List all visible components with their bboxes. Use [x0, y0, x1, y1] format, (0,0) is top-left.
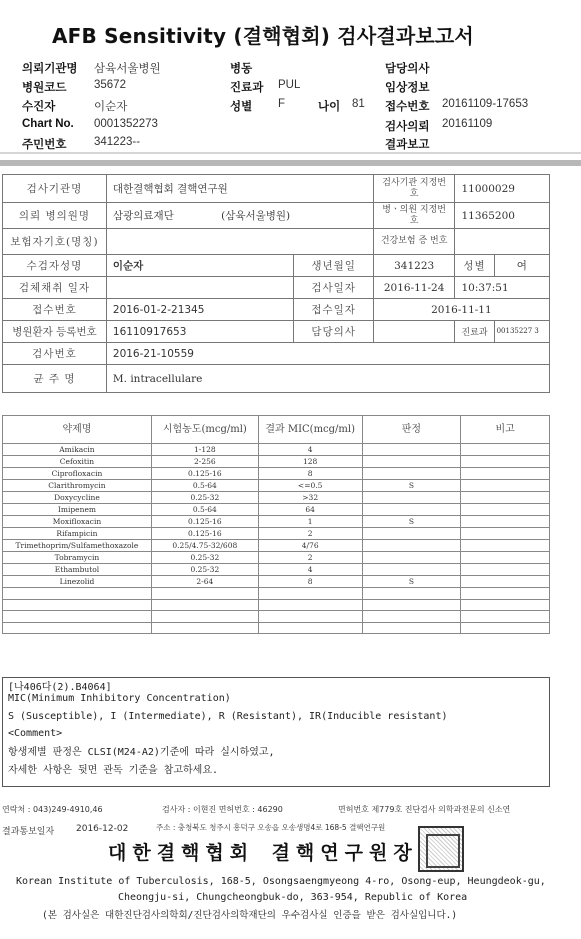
test-date-label: 검사일자 — [294, 277, 373, 299]
table-cell: Ethambutol — [3, 564, 152, 576]
receipt-date-value: 2016-11-11 — [373, 299, 549, 321]
table-row — [3, 468, 550, 480]
insured-value — [106, 229, 373, 255]
table-row — [3, 540, 550, 552]
request-label: 검사의뢰 — [385, 121, 430, 133]
table-cell: 2-256 — [151, 456, 258, 468]
receipt-no-label-cell: 접수번호 — [3, 299, 107, 321]
hospital-code-value: 35672 — [94, 79, 126, 91]
table-cell: Amikacin — [3, 444, 152, 456]
test-time-value: 10:37:51 — [455, 277, 550, 299]
chart-no-label: Chart No. — [22, 118, 74, 130]
table-row — [3, 611, 550, 623]
table-cell: 0.125-16 — [151, 516, 258, 528]
table-cell — [151, 611, 258, 623]
clinical-info-label: 임상정보 — [385, 82, 430, 94]
table-cell: 2-64 — [151, 576, 258, 588]
patient-info-table — [2, 174, 550, 393]
table-cell — [461, 552, 550, 564]
table-cell — [362, 492, 461, 504]
official-seal — [418, 826, 464, 872]
table-cell — [362, 564, 461, 576]
table-cell: 0.25/4.75-32/608 — [151, 540, 258, 552]
institute-name-ko: 대한결핵협회 결핵연구원장 — [108, 842, 418, 864]
table-row — [3, 622, 550, 634]
footer-contact: 연락처 : 043)249-4910,46 — [2, 805, 103, 814]
table-cell — [461, 611, 550, 623]
table-cell: 4/76 — [258, 540, 362, 552]
table-cell — [362, 528, 461, 540]
patient-name-label: 수검자성명 — [3, 255, 107, 277]
table-cell — [362, 468, 461, 480]
table-cell — [3, 611, 152, 623]
sex-value-cell: 여 — [494, 255, 549, 277]
table-cell: Linezolid — [3, 576, 152, 588]
institution-label: 의뢰기관명 — [22, 63, 78, 75]
sample-date-value — [106, 277, 294, 299]
table-cell: Doxycycline — [3, 492, 152, 504]
table-cell — [461, 504, 550, 516]
collector-value: 이순자 — [94, 101, 128, 113]
comment-code: [나406다(2).B4064] — [8, 682, 112, 693]
table-cell: <=0.5 — [258, 480, 362, 492]
table-cell: Ciprofloxacin — [3, 468, 152, 480]
table-cell — [362, 540, 461, 552]
address-en-line2: Cheongju-si, Chungcheongbuk-do, 363-954, Republic of Korea — [118, 892, 468, 903]
table-row — [3, 516, 550, 528]
table-cell — [461, 492, 550, 504]
table-cell — [461, 540, 550, 552]
table-row — [3, 599, 550, 611]
table-cell — [362, 599, 461, 611]
table-cell — [258, 611, 362, 623]
hosp-id-label: 병ㆍ의원 지정번호 — [373, 203, 455, 229]
address-en-line1: Korean Institute of Tuberculosis, 168-5, Osongsaengmyeong 4-ro, Osong-eup, Heungdeok-gu, — [16, 876, 546, 887]
table-cell: >32 — [258, 492, 362, 504]
footer-address-ko: 주소 : 충청북도 청주시 흥덕구 오송읍 오송생명4로 168-5 결핵연구원 — [156, 823, 386, 832]
institution-value: 삼육서울병원 — [94, 63, 161, 75]
dept-value: PUL — [278, 79, 301, 91]
table-cell — [461, 444, 550, 456]
table-row — [3, 480, 550, 492]
header-cell: 결과 MIC(mcg/ml) — [258, 416, 362, 444]
table-cell: 0.125-16 — [151, 528, 258, 540]
patient-reg-value: 16110917653 — [106, 321, 294, 343]
test-no-value: 2016-21-10559 — [106, 343, 549, 365]
table-cell — [151, 588, 258, 600]
header-divider-light — [0, 152, 581, 154]
request-org-cell — [106, 203, 373, 229]
comment-heading: <Comment> — [8, 728, 63, 739]
rrn-label: 주민번호 — [22, 139, 67, 151]
table-cell: Trimethoprim/Sulfamethoxazole — [3, 540, 152, 552]
table-cell — [3, 588, 152, 600]
report-label: 결과보고 — [385, 139, 430, 151]
drug-table-body — [3, 416, 550, 634]
table-cell — [461, 599, 550, 611]
table-cell: 4 — [258, 444, 362, 456]
species-value: M. intracellulare — [106, 365, 549, 393]
test-date-value: 2016-11-24 — [373, 277, 455, 299]
age-label: 나이 — [318, 101, 341, 113]
table-cell: Rifampicin — [3, 528, 152, 540]
receipt-date-label: 접수일자 — [294, 299, 373, 321]
table-cell: 0.25-32 — [151, 552, 258, 564]
request-value: 20161109 — [442, 118, 493, 130]
footer-license: 면허번호 제779호 진단검사 의학과전문의 신소연 — [338, 805, 511, 814]
request-org-value: 삼광의료재단 — [112, 210, 174, 222]
receipt-no-value-cell: 2016-01-2-21345 — [106, 299, 294, 321]
report-date-label: 결과통보일자 — [2, 827, 55, 837]
doctor-label: 담당의사 — [385, 63, 430, 75]
table-cell — [3, 599, 152, 611]
age-value: 81 — [352, 98, 365, 110]
table-cell: Tobramycin — [3, 552, 152, 564]
table-cell: Cefoxitin — [3, 456, 152, 468]
table-cell: 64 — [258, 504, 362, 516]
table-cell — [362, 552, 461, 564]
sex-label: 성별 — [230, 101, 253, 113]
table-row — [3, 552, 550, 564]
table-cell — [362, 444, 461, 456]
header-divider — [0, 160, 581, 166]
table-cell — [362, 456, 461, 468]
patient-reg-label: 병원환자 등록번호 — [3, 321, 107, 343]
table-cell: 0.5-64 — [151, 480, 258, 492]
collector-label: 수진자 — [22, 101, 56, 113]
receipt-no-value: 20161109-17653 — [442, 98, 529, 110]
table-row — [3, 564, 550, 576]
table-cell — [258, 599, 362, 611]
table-cell: Moxifloxacin — [3, 516, 152, 528]
lab-name-label: 검사기관명 — [3, 175, 107, 203]
table-cell — [362, 611, 461, 623]
report-date-value: 2016-12-02 — [76, 824, 129, 834]
table-cell: 1-128 — [151, 444, 258, 456]
table-row — [3, 528, 550, 540]
table-cell — [461, 528, 550, 540]
header-cell: 시험농도(mcg/ml) — [151, 416, 258, 444]
health-id-value — [455, 229, 550, 255]
table-cell — [461, 480, 550, 492]
table-cell — [362, 504, 461, 516]
receipt-no-label: 접수번호 — [385, 101, 430, 113]
table-cell — [3, 622, 152, 634]
table-cell: 8 — [258, 576, 362, 588]
table-cell: Clarithromycin — [3, 480, 152, 492]
comment-mic-def: MIC(Minimum Inhibitory Concentration) — [8, 693, 231, 704]
comment-text-2: 자세한 사항은 뒷면 관독 기준을 참고하세요. — [8, 765, 219, 776]
table-cell: Imipenem — [3, 504, 152, 516]
lab-name-value: 대한결핵협회 결핵연구원 — [106, 175, 373, 203]
physician-value — [373, 321, 455, 343]
lab-id-label: 검사기관 지정번호 — [373, 175, 455, 203]
chart-no-value: 0001352273 — [94, 118, 158, 130]
table-row — [3, 504, 550, 516]
table-cell — [461, 516, 550, 528]
drug-table-header — [3, 416, 550, 444]
species-label: 균 주 명 — [3, 365, 107, 393]
table-cell — [461, 564, 550, 576]
table-cell — [461, 456, 550, 468]
footer-examiner: 검사자 : 이현진 면허번호 : 46290 — [162, 805, 283, 814]
comment-text-1: 항생제별 판정은 CLSI(M24-A2)기준에 따라 실시하였고, — [8, 747, 275, 758]
dept-label: 진료과 — [230, 82, 264, 94]
table-cell — [151, 599, 258, 611]
request-org-sub: (삼육서울병원) — [221, 210, 291, 222]
table-row — [3, 588, 550, 600]
table-cell: 128 — [258, 456, 362, 468]
table-cell — [151, 622, 258, 634]
physician-label: 담당의사 — [294, 321, 373, 343]
ward-label: 병동 — [230, 63, 253, 75]
table-cell: 0.25-32 — [151, 492, 258, 504]
rrn-value: 341223-- — [94, 136, 141, 148]
insured-label: 보험자기호(명칭) — [3, 229, 107, 255]
dept-label-cell: 진료과 — [455, 321, 494, 343]
table-row — [3, 456, 550, 468]
lab-id-value: 11000029 — [455, 175, 550, 203]
table-cell: 0.5-64 — [151, 504, 258, 516]
table-cell: 8 — [258, 468, 362, 480]
table-cell — [461, 576, 550, 588]
table-cell: 0.25-32 — [151, 564, 258, 576]
table-row — [3, 576, 550, 588]
table-cell: 2 — [258, 552, 362, 564]
comment-legend: S (Susceptible), I (Intermediate), R (Resistant), IR(Inducible resistant) — [8, 711, 448, 722]
table-cell: S — [362, 516, 461, 528]
comment-box — [2, 677, 550, 787]
table-cell — [258, 622, 362, 634]
table-cell: S — [362, 480, 461, 492]
header-cell: 판정 — [362, 416, 461, 444]
table-cell — [362, 588, 461, 600]
table-cell — [461, 468, 550, 480]
dept-value-cell: 00135227 3 — [494, 321, 549, 343]
table-row — [3, 444, 550, 456]
table-cell: S — [362, 576, 461, 588]
hosp-id-value: 11365200 — [455, 203, 550, 229]
table-cell: 2 — [258, 528, 362, 540]
table-cell — [258, 588, 362, 600]
table-cell — [362, 622, 461, 634]
table-cell: 0.125-16 — [151, 468, 258, 480]
sex-value: F — [278, 98, 286, 110]
dob-label: 생년월일 — [294, 255, 373, 277]
patient-name-value: 이순자 — [106, 255, 294, 277]
hospital-code-label: 병원코드 — [22, 82, 67, 94]
table-cell — [461, 588, 550, 600]
table-row — [3, 492, 550, 504]
header-cell: 약제명 — [3, 416, 152, 444]
drug-sensitivity-table — [2, 415, 550, 634]
certification-note: (본 검사실은 대한진단검사의학회/진단검사의학재단의 우수검사실 인증을 받은 검사실입니다.) — [42, 910, 458, 921]
test-no-label: 검사번호 — [3, 343, 107, 365]
table-cell: 1 — [258, 516, 362, 528]
table-cell: 4 — [258, 564, 362, 576]
health-id-label: 건강보험 증 번호 — [373, 229, 455, 255]
sex-label-cell: 성별 — [455, 255, 494, 277]
dob-value: 341223 — [373, 255, 455, 277]
report-title: AFB Sensitivity (결핵협회) 검사결과보고서 — [52, 24, 474, 48]
table-cell — [461, 622, 550, 634]
header-cell: 비고 — [461, 416, 550, 444]
sample-date-label: 검체채취 일자 — [3, 277, 107, 299]
request-org-label: 의뢰 병의원명 — [3, 203, 107, 229]
